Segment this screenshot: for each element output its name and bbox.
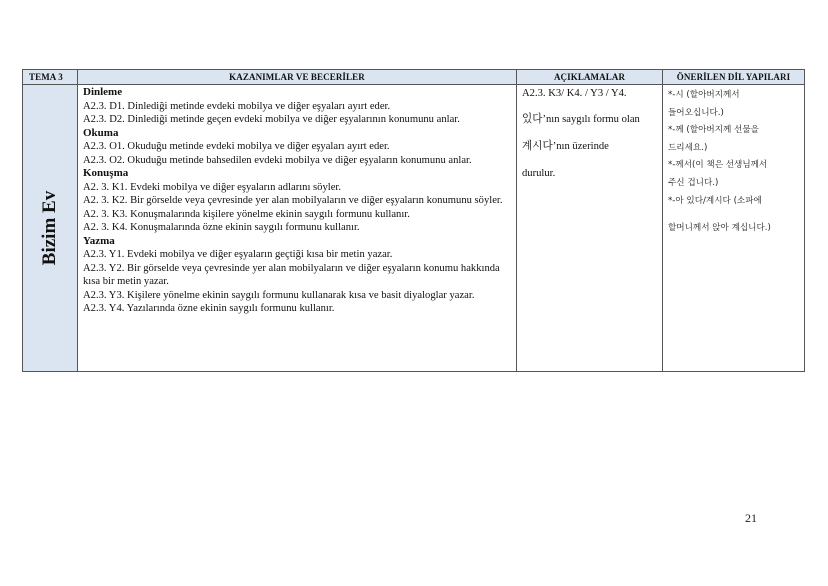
header-tema: TEMA 3: [23, 70, 78, 85]
outcome-item: A2. 3. K4. Konuşmalarında özne ekinin saygılı formunu kullanır.: [83, 222, 360, 233]
explanation-line: 있다’nın saygılı formu olan: [522, 114, 640, 125]
outcome-item: A2.3. O2. Okuduğu metinde bahsedilen evdeki mobilya ve diğer eşyaların konumunu anlar.: [83, 154, 472, 166]
section-dinleme: [83, 86, 511, 127]
section-yazma: [83, 235, 511, 316]
suggested-structure-line: *-아 있다/계시다 (소파에: [668, 195, 762, 206]
table-row: [23, 85, 805, 372]
suggested-structure-line: 할머니께서 앉아 계십니다.): [668, 223, 771, 234]
outcome-item: A2.3. Y4. Yazılarında özne ekinin saygılı formunu kullanır.: [83, 303, 335, 314]
suggested-structure-line: 주신 겁니다.): [668, 177, 719, 188]
outcome-item: A2. 3. K3. Konuşmalarında kişilere yönelme ekinin saygılı formunu kullanır.: [83, 208, 410, 220]
theme-name: Bizim Ev: [39, 190, 60, 266]
aciklamalar-cell: [517, 85, 663, 372]
outcome-item: A2.3. D1. Dinlediği metinde evdeki mobilya ve diğer eşyaları ayırt eder.: [83, 100, 391, 112]
suggested-structure-line: *-시 (할아버지께서: [668, 90, 740, 100]
outcome-item: A2.3. Y1. Evdeki mobilya ve diğer eşyaların geçtiği kısa bir metin yazar.: [83, 249, 393, 260]
outcome-item: A2.3. Y3. Kişilere yönelme ekinin saygılı formunu kullanarak kısa ve basit diyaloglar yazar.: [83, 289, 475, 301]
outcome-item: A2.3. Y2. Bir görselde veya çevresinde yer alan mobilyaların ve diğer eşyaların konumu hakkında kısa bir metin yazar.: [83, 262, 500, 287]
outcome-item: A2.3. D2. Dinlediği metinde geçen evdeki mobilya ve diğer eşyalarının konumunu anlar.: [83, 114, 460, 125]
explanation-line: 계시다’nın üzerinde: [522, 141, 609, 152]
section-title: Konuşma: [83, 167, 129, 179]
explanation-line: durulur.: [522, 168, 556, 179]
kazanimlar-cell: [78, 85, 517, 372]
section-okuma: [83, 127, 511, 168]
line-gap: [668, 210, 799, 220]
curriculum-table: [22, 69, 805, 372]
section-konusma: [83, 167, 511, 235]
page-number: 21: [745, 511, 757, 525]
suggested-structure-line: 드리세요.): [668, 142, 708, 153]
table-header-row: [23, 70, 805, 85]
suggested-structure-line: *-께 (할아버지께 선물을: [668, 125, 759, 136]
explanation-line: A2.3. K3/ K4. / Y3 / Y4.: [522, 88, 627, 99]
header-kazanimlar: KAZANIMLAR VE BECERİLER: [78, 70, 517, 85]
onerilen-cell: [663, 85, 805, 372]
outcome-item: A2. 3. K2. Bir görselde veya çevresinde yer alan mobilyaların ve diğer eşyaların konumunu söyler.: [83, 195, 503, 206]
section-title: Yazma: [83, 234, 115, 247]
header-aciklamalar: AÇIKLAMALAR: [517, 70, 663, 85]
section-title: Okuma: [83, 126, 119, 139]
header-onerilen: ÖNERİLEN DİL YAPILARI: [663, 70, 805, 85]
section-title: Dinleme: [83, 86, 123, 98]
outcome-item: A2. 3. K1. Evdeki mobilya ve diğer eşyaların adlarını söyler.: [83, 181, 342, 193]
outcome-item: A2.3. O1. Okuduğu metinde evdeki mobilya ve diğer eşyaları ayırt eder.: [83, 141, 390, 152]
suggested-structure-line: 들어오십니다.): [668, 107, 724, 118]
suggested-structure-line: *-께서(이 책은 선생님께서: [668, 160, 768, 171]
theme-cell: [23, 85, 78, 372]
